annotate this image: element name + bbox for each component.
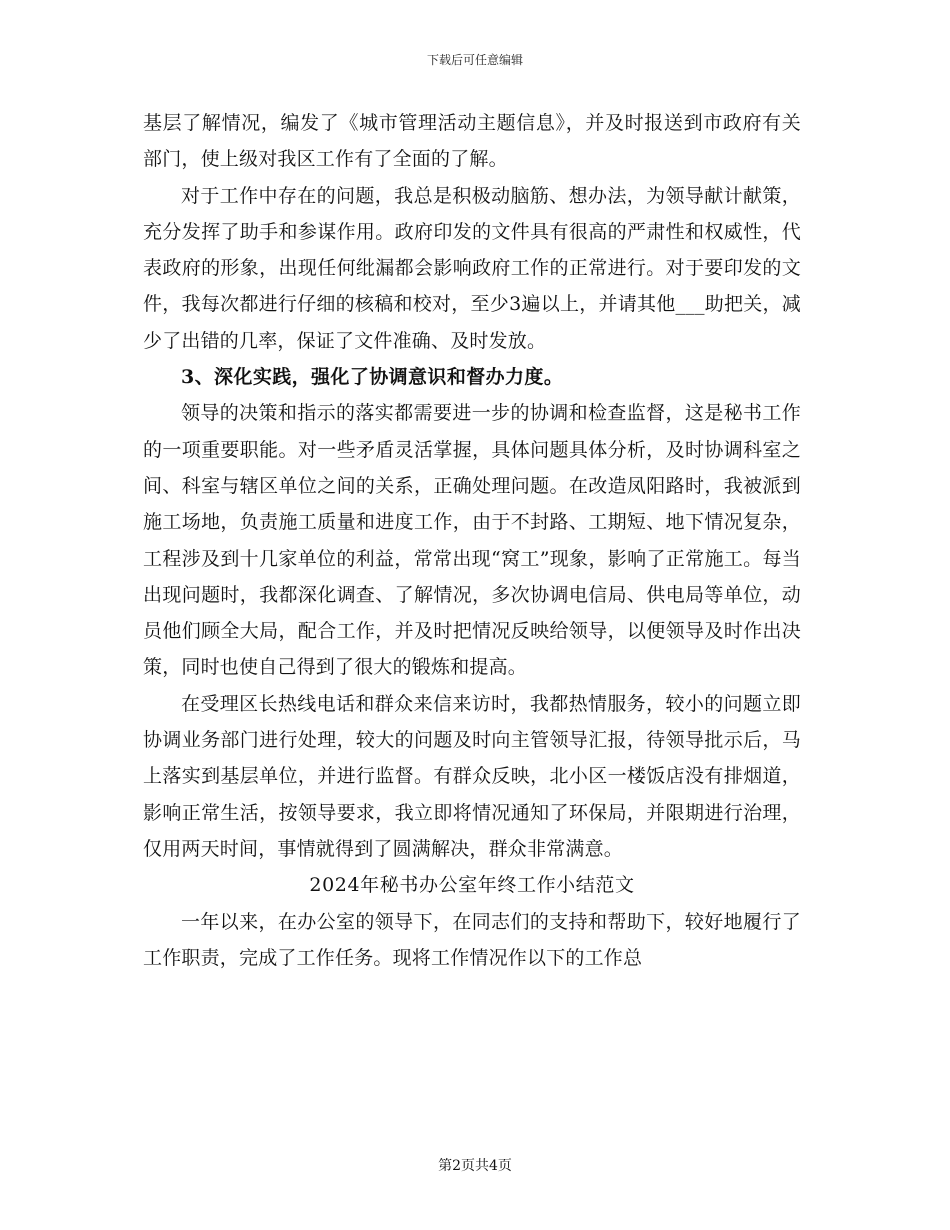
article-title: 2024年秘书办公室年终工作小结范文 [309,874,635,897]
page-header-note: 下载后可任意编辑 [426,53,523,67]
paragraph-problem-solving: 对于工作中存在的问题，我总是积极动脑筋、想办法，为领导献计献策，充分发挥了助手和参谋作用。政府印发的文件具有很高的严肃性和权威性，代表政府的形象，出现任何纰漏都会影响政府工作的正常进行。对于要印发的文件，我每次都进行仔细的核稿和校对，至少3遍以上，并请其他___助把关，减少了出错的几率，保证了文件准确、及时发放。 [143,184,801,352]
document-body [143,105,801,976]
paragraph-hotline: 在受理区长热线电话和群众来信来访时，我都热情服务，较小的问题立即协调业务部门进行处理，较大的问题及时向主管领导汇报，待领导批示后，马上落实到基层单位，并进行监督。有群众反映，北小区一楼饭店没有排烟道，影响正常生活，按领导要求，我立即将情况通知了环保局，并限期进行治理，仅用两天时间，事情就得到了圆满解决，群众非常满意。 [143,692,801,860]
section-heading-3: 3、深化实践，强化了协调意识和督办力度。 [181,366,564,389]
page-number: 第2页共4页 [438,1158,512,1174]
paragraph-intro: 一年以来，在办公室的领导下，在同志们的支持和帮助下，较好地履行了工作职责，完成了工作任务。现将工作情况作以下的工作总 [143,910,801,969]
paragraph-continuation: 基层了解情况，编发了《城市管理活动主题信息》，并及时报送到市政府有关部门，使上级对我区工作有了全面的了解。 [143,112,801,171]
paragraph-coordination: 领导的决策和指示的落实都需要进一步的协调和检查监督，这是秘书工作的一项重要职能。对一些矛盾灵活掌握，具体问题具体分析，及时协调科室之间、科室与辖区单位之间的关系，正确处理问题。在改造凤阳路时，我被派到施工场地，负责施工质量和进度工作，由于不封路、工期短、地下情况复杂，工程涉及到十几家单位的利益，常常出现“窝工”现象，影响了正常施工。每当出现问题时，我都深化调查、了解情况，多次协调电信局、供电局等单位，动员他们顾全大局，配合工作，并及时把情况反映给领导，以便领导及时作出决策，同时也使自己得到了很大的锻炼和提高。 [143,402,801,679]
